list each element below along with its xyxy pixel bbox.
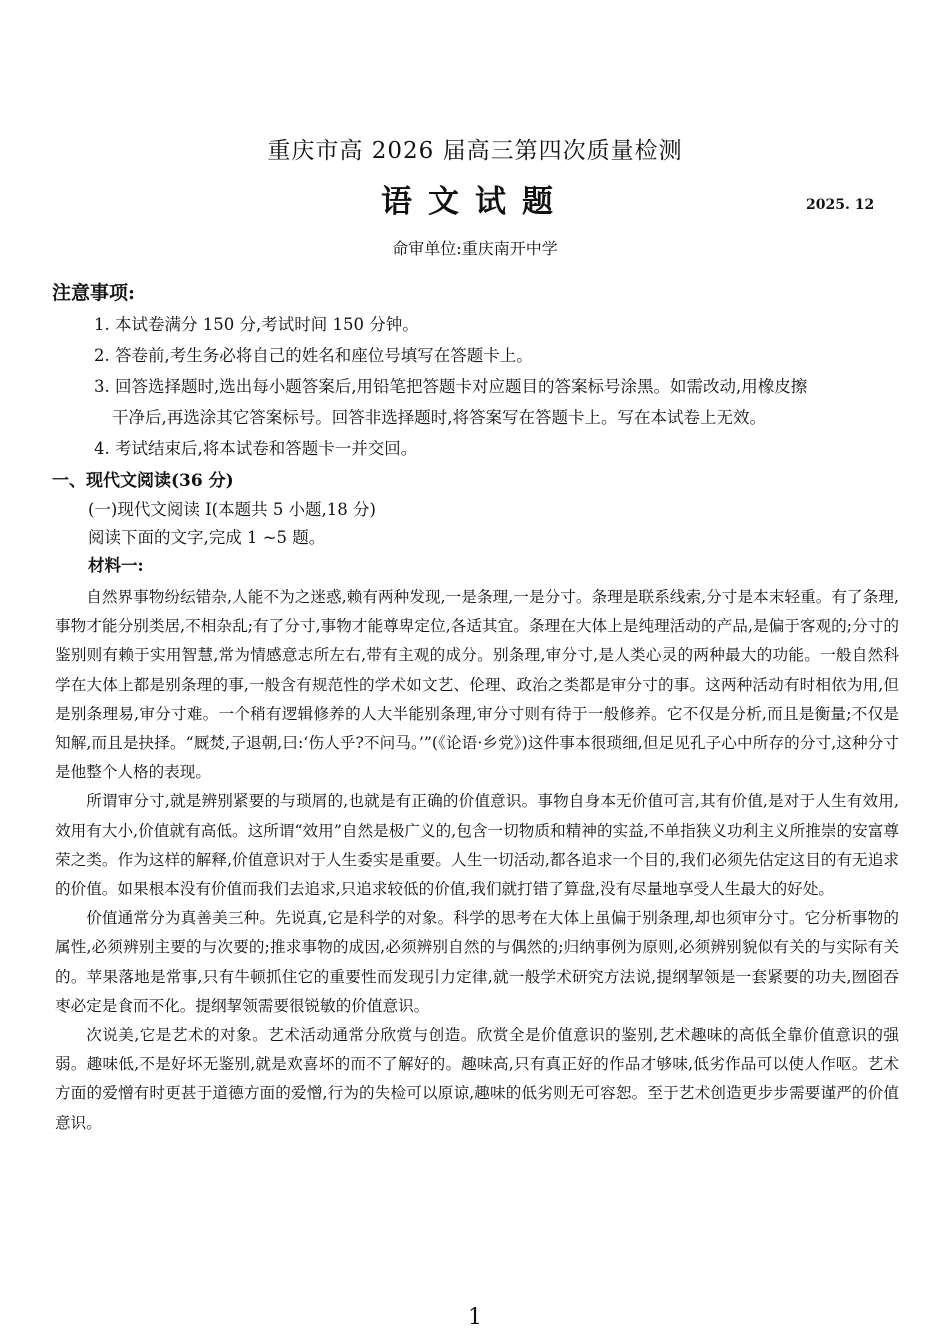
- notice-item: 1. 本试卷满分 150 分,考试时间 150 分钟。: [94, 315, 419, 334]
- subject-title: 语文试题: [381, 184, 569, 220]
- section-subheadings: [88, 496, 376, 580]
- notice-item: 2. 答卷前,考生务必将自己的姓名和座位号填写在答题卡上。: [94, 346, 533, 365]
- page-number: 1: [468, 1305, 482, 1330]
- setter-unit: 命审单位:重庆南开中学: [392, 239, 558, 258]
- notice-list: [94, 309, 910, 464]
- notice-heading: 注意事项:: [52, 282, 136, 304]
- exam-date: 2025. 12: [806, 197, 875, 213]
- passage-paragraph: 所谓审分寸,就是辨别紧要的与琐屑的,也就是有正确的价值意识。事物自身本无价值可言,其有价值,是对于人生有效用,效用有大小,价值就有高低。这所谓“效用”自然是极广义的,包含一切物质和精神的实益,不单指狭义功利主义所推崇的安富尊荣之类。作为这样的解释,价值意识对于人生委实是重要。人生一切活动,都各追求一个目的,我们必须先估定这目的有无追求的价值。如果根本没有价值而我们去追求,只追求较低的价值,我们就打错了算盘,没有尽量地享受人生最大的好处。: [55, 792, 899, 899]
- notice-item: 3. 回答选择题时,选出每小题答案后,用铅笔把答题卡对应题目的答案标号涂黑。如需改动,用橡皮擦: [94, 377, 808, 396]
- exam-title: 重庆市高 2026 届高三第四次质量检测: [267, 138, 683, 164]
- passage-paragraph: 自然界事物纷纭错杂,人能不为之迷惑,赖有两种发现,一是条理,一是分寸。条理是联系线索,分寸是本末轻重。有了条理,事物才能分别类居,不相杂乱;有了分寸,事物才能尊卑定位,各适其宜。条理在大体上是纯理活动的产品,是偏于客观的;分寸的鉴别则有赖于实用智慧,常为情感意志所左右,带有主观的成分。别条理,审分寸,是人类心灵的两种最大的功能。一般自然科学在大体上都是别条理的事,一般含有规范性的学术如文艺、伦理、政治之类都是审分寸的事。这两种活动有时相依为用,但是别条理易,审分寸难。一个稍有逻辑修养的人大半能别条理,审分寸则有待于一般修养。它不仅是分析,而且是衡量;不仅是知解,而且是抉择。“厩焚,子退朝,曰:‘伤人乎?不问马。’”(《论语·乡党》)这件事本很琐细,但足见孔子心中所存的分寸,这种分寸是他整个人格的表现。: [55, 588, 899, 782]
- subsection-heading: (一)现代文阅读 I(本题共 5 小题,18 分): [88, 500, 376, 519]
- material-label: 材料一:: [88, 556, 144, 575]
- reading-passage: [55, 583, 899, 1138]
- reading-instruction: 阅读下面的文字,完成 1 ~5 题。: [88, 528, 326, 547]
- notice-item-continuation-text: 干净后,再选涂其它答案标号。回答非选择题时,将答案写在答题卡上。写在本试卷上无效。: [112, 408, 766, 427]
- notice-item-continuation: [94, 402, 910, 433]
- notice-item: 4. 考试结束后,将本试卷和答题卡一并交回。: [94, 439, 418, 458]
- passage-paragraph: 价值通常分为真善美三种。先说真,它是科学的对象。科学的思考在大体上虽偏于别条理,却也须审分寸。它分析事物的属性,必须辨别主要的与次要的;推求事物的成因,必须辨别自然的与偶然的;归纳事例为原则,必须辨别貌似有关的与实际有关的。苹果落地是常事,只有牛顿抓住它的重要性而发现引力定律,就一般学术研究方法说,提纲挈领是一套紧要的功夫,囫囵吞枣必定是食而不化。提纲挈领需要很锐敏的价值意识。: [55, 909, 899, 1015]
- section-heading: 一、现代文阅读(36 分): [52, 471, 234, 491]
- passage-paragraph: 次说美,它是艺术的对象。艺术活动通常分欣赏与创造。欣赏全是价值意识的鉴别,艺术趣味的高低全靠价值意识的强弱。趣味低,不是好坏无鉴别,就是欢喜坏的而不了解好的。趣味高,只有真正好的作品才够味,低劣作品可以使人作呕。艺术方面的爱憎有时更甚于道德方面的爱憎,行为的失检可以原谅,趣味的低劣则无可容恕。至于艺术创造更步步需要谨严的价值意识。: [55, 1026, 899, 1132]
